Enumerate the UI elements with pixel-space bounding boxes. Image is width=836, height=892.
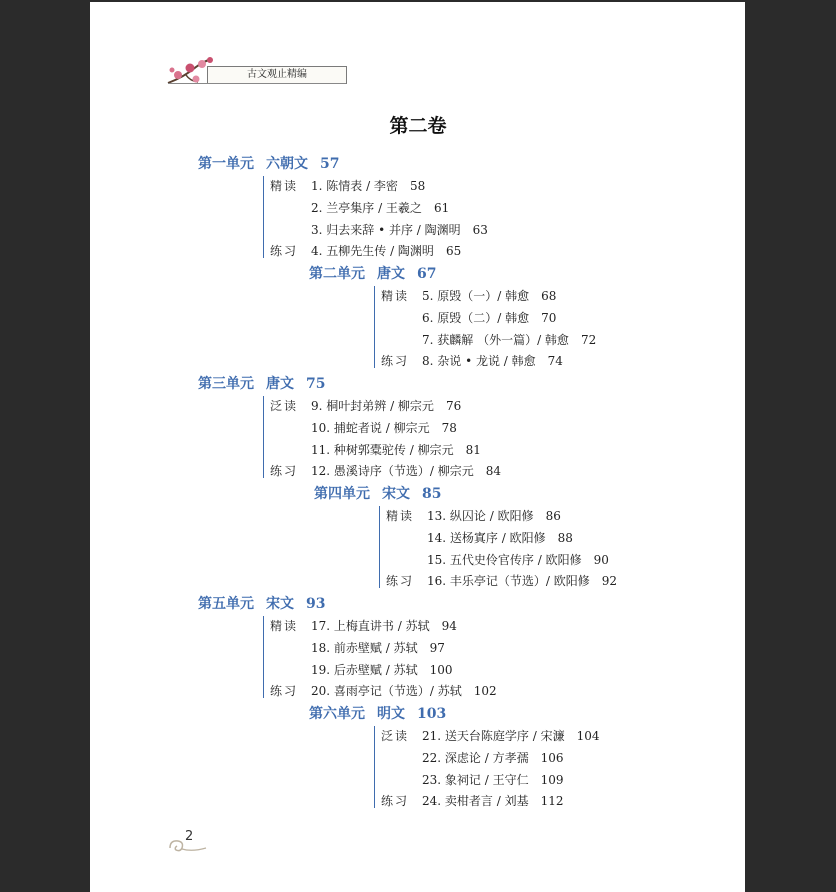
entry-page-number: 72 — [580, 332, 597, 347]
toc-entry[interactable] — [427, 507, 561, 524]
unit-page: 85 — [422, 486, 442, 502]
toc-entry[interactable] — [422, 792, 563, 809]
entry-title: 14. 送杨寘序 / 欧阳修 — [427, 530, 546, 545]
unit-name: 唐文 — [266, 376, 294, 392]
entry-title: 1. 陈情表 / 李密 — [311, 179, 398, 193]
entry-page-number: 84 — [485, 464, 502, 479]
unit-bracket-line — [263, 396, 264, 478]
toc-entry[interactable] — [311, 397, 461, 414]
toc-entry[interactable] — [427, 529, 573, 546]
entry-page-number: 90 — [593, 552, 609, 567]
unit-heading — [309, 263, 436, 283]
unit-name: 宋文 — [266, 596, 294, 612]
unit-heading — [198, 593, 325, 613]
toc-entry[interactable] — [422, 352, 563, 369]
volume-title: 第二卷 — [389, 115, 447, 137]
unit-page: 67 — [417, 266, 437, 282]
entry-page-number: 100 — [429, 662, 453, 677]
entry-page-number: 76 — [445, 399, 462, 413]
unit-name: 宋文 — [382, 486, 410, 502]
unit-page: 57 — [320, 156, 340, 172]
entry-page-number: 65 — [445, 244, 462, 259]
toc-entry[interactable] — [422, 287, 556, 304]
unit-page: 75 — [306, 376, 326, 392]
header-book-title: 古文观止精编 — [207, 66, 347, 84]
entry-title: 11. 种树郭橐驼传 / 柳宗元 — [311, 442, 454, 457]
toc-entry[interactable] — [311, 441, 481, 458]
entry-page-number: 58 — [409, 179, 426, 193]
toc-entry[interactable] — [311, 177, 425, 194]
unit-bracket-line — [263, 616, 264, 698]
toc-entry[interactable] — [422, 771, 563, 788]
entry-page-number: 63 — [472, 222, 488, 237]
toc-entry[interactable] — [311, 661, 452, 678]
entry-page-number: 112 — [540, 794, 564, 809]
toc-entry[interactable] — [422, 309, 556, 326]
toc-entry[interactable] — [311, 199, 449, 216]
entry-title: 3. 归去来辞 • 并序 / 陶渊明 — [311, 222, 461, 237]
unit-page: 93 — [306, 596, 326, 612]
category-label: 泛读 — [381, 729, 410, 743]
entry-title: 15. 五代史伶官传序 / 欧阳修 — [427, 552, 582, 567]
entry-title: 23. 象祠记 / 王守仁 — [422, 772, 529, 787]
toc-entry[interactable] — [311, 221, 488, 238]
entry-title: 8. 杂说 • 龙说 / 韩愈 — [422, 354, 536, 369]
unit-name: 唐文 — [377, 266, 405, 282]
entry-title: 17. 上梅直讲书 / 苏轼 — [311, 619, 430, 633]
unit-label: 第四单元 — [314, 486, 370, 502]
category-label: 练习 — [270, 244, 299, 259]
unit-label: 第一单元 — [198, 156, 254, 172]
toc-entry[interactable] — [311, 639, 445, 656]
entry-title: 9. 桐叶封弟辨 / 柳宗元 — [311, 399, 434, 413]
unit-name: 明文 — [377, 706, 405, 722]
toc-entry[interactable] — [427, 551, 609, 568]
entry-page-number: 104 — [576, 729, 600, 743]
unit-heading — [309, 703, 446, 723]
entry-title: 7. 获麟解 （外一篇）/ 韩愈 — [422, 332, 569, 347]
unit-label: 第五单元 — [198, 596, 254, 612]
unit-bracket-line — [379, 506, 380, 588]
category-label: 练习 — [386, 574, 415, 589]
entry-title: 18. 前赤壁赋 / 苏轼 — [311, 640, 418, 655]
category-label: 精读 — [270, 179, 299, 193]
toc-entry[interactable] — [311, 617, 457, 634]
category-label: 练习 — [381, 354, 410, 369]
entry-page-number: 70 — [541, 310, 557, 325]
unit-bracket-line — [263, 176, 264, 258]
entry-page-number: 92 — [601, 574, 618, 589]
entry-title: 19. 后赤壁赋 / 苏轼 — [311, 662, 418, 677]
toc-entry[interactable] — [422, 331, 596, 348]
category-label: 泛读 — [270, 399, 299, 413]
entry-title: 20. 喜雨亭记（节选）/ 苏轼 — [311, 684, 462, 699]
toc-entry[interactable] — [422, 727, 599, 744]
category-label: 练习 — [270, 464, 299, 479]
unit-label: 第六单元 — [309, 706, 365, 722]
entry-page-number: 61 — [433, 200, 450, 215]
entry-page-number: 109 — [540, 772, 564, 787]
category-label: 练习 — [270, 684, 299, 699]
entry-page-number: 88 — [557, 530, 573, 545]
category-label: 练习 — [381, 794, 410, 809]
entry-page-number: 86 — [545, 509, 561, 523]
entry-page-number: 78 — [441, 420, 457, 435]
entry-title: 2. 兰亭集序 / 王羲之 — [311, 200, 422, 215]
unit-label: 第三单元 — [198, 376, 254, 392]
entry-title: 10. 捕蛇者说 / 柳宗元 — [311, 420, 430, 435]
entry-page-number: 81 — [465, 442, 481, 457]
entry-title: 13. 纵囚论 / 欧阳修 — [427, 509, 534, 523]
entry-title: 6. 原毁（二）/ 韩愈 — [422, 310, 530, 325]
unit-name: 六朝文 — [266, 156, 308, 172]
entry-title: 12. 愚溪诗序（节选）/ 柳宗元 — [311, 464, 474, 479]
unit-page: 103 — [417, 706, 447, 722]
page-number: 2 — [185, 829, 194, 844]
unit-heading — [198, 373, 325, 393]
unit-heading — [198, 153, 339, 173]
toc-entry[interactable] — [311, 419, 457, 436]
unit-label: 第二单元 — [309, 266, 365, 282]
entry-page-number: 74 — [547, 354, 563, 369]
entry-page-number: 102 — [473, 684, 497, 699]
entry-page-number: 97 — [429, 640, 445, 655]
unit-bracket-line — [374, 286, 375, 368]
toc-entry[interactable] — [311, 682, 497, 699]
entry-page-number: 106 — [540, 750, 564, 765]
entry-title: 22. 深虑论 / 方孝孺 — [422, 750, 529, 765]
toc-entry[interactable] — [311, 462, 501, 479]
entry-title: 4. 五柳先生传 / 陶渊明 — [311, 244, 434, 259]
entry-page-number: 68 — [541, 289, 557, 303]
category-label: 精读 — [381, 289, 410, 303]
entry-title: 5. 原毁（一）/ 韩愈 — [422, 289, 530, 303]
entry-title: 21. 送天台陈庭学序 / 宋濂 — [422, 729, 565, 743]
entry-title: 16. 丰乐亭记（节选）/ 欧阳修 — [427, 574, 590, 589]
toc-entry[interactable] — [427, 572, 617, 589]
entry-title: 24. 卖柑者言 / 刘基 — [422, 794, 529, 809]
header-divider — [168, 83, 346, 84]
category-label: 精读 — [270, 619, 299, 633]
unit-heading — [314, 483, 441, 503]
category-label: 精读 — [386, 509, 415, 523]
toc-entry[interactable] — [422, 749, 563, 766]
toc-entry[interactable] — [311, 242, 461, 259]
entry-page-number: 94 — [441, 619, 457, 633]
unit-bracket-line — [374, 726, 375, 808]
